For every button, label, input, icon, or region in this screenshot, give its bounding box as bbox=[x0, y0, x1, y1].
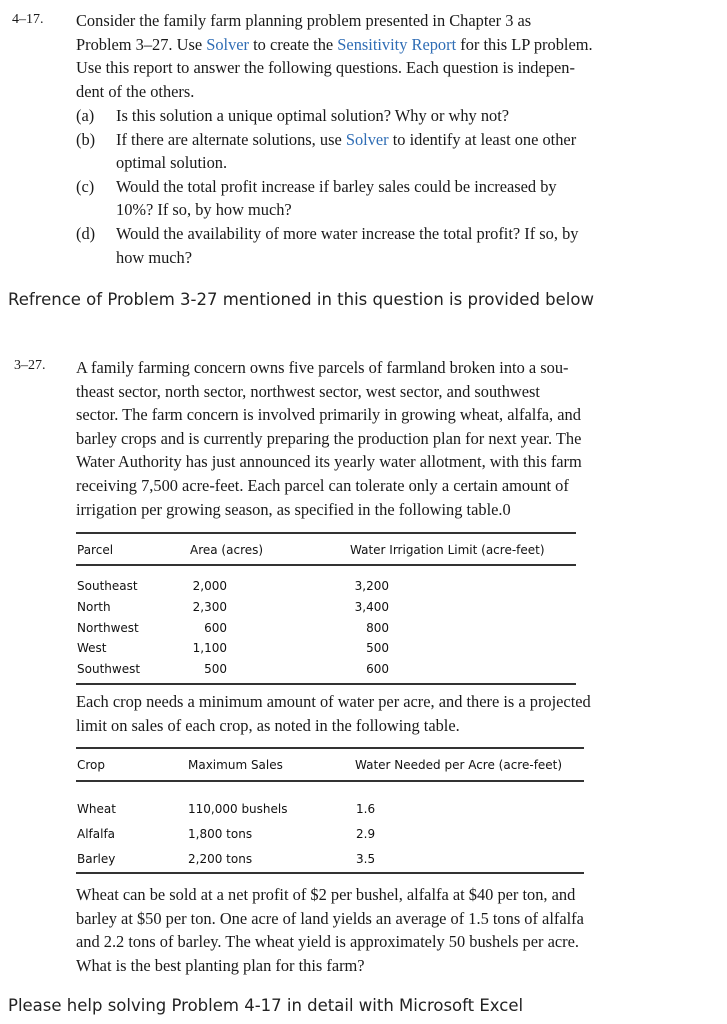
parcel-column bbox=[77, 576, 140, 680]
column-header: Crop bbox=[77, 758, 106, 772]
table-cell: Northwest bbox=[77, 620, 139, 635]
crop-column bbox=[77, 797, 116, 872]
question-c: (c) Would the total profit increase if barley sales could be increased by 10%? If so, by how much? bbox=[76, 176, 557, 220]
problem-paragraph: Wheat can be sold at a net profit of $2 per bushel, alfalfa at $40 per ton, and barley at $50 per ton. One acre of land yields an average of 1.5 tons of alfalfa and 2.2 tons of barley. The wheat yield is approximately 50 bushels per acre. What is the best planting plan for this farm? bbox=[76, 885, 584, 975]
column-header: Water Irrigation Limit (acre-feet) bbox=[350, 543, 545, 557]
table-cell: 500 bbox=[366, 641, 389, 656]
table-cell: 2,000 bbox=[192, 579, 227, 593]
problem-number: 4–17. bbox=[12, 12, 44, 27]
table-cell: 2,300 bbox=[192, 599, 227, 614]
max-sales-column bbox=[188, 797, 288, 872]
table-cell: 1.6 bbox=[356, 802, 376, 816]
question-d: (d) Would the availability of more water increase the total profit? If so, by how much? bbox=[76, 223, 579, 267]
problem-text-line: Use this report to answer the following questions. Each question is indepen- bbox=[76, 58, 575, 78]
area-column bbox=[190, 576, 227, 680]
table-cell: 110,000 bushels bbox=[188, 802, 288, 816]
reference-note: Refrence of Problem 3-27 mentioned in this question is provided below bbox=[8, 290, 594, 309]
solver-link[interactable]: Solver bbox=[345, 129, 389, 149]
sensitivity-report-link[interactable]: Sensitivity Report bbox=[337, 34, 457, 54]
table-cell: 3.5 bbox=[356, 852, 376, 866]
table-cell: 2,200 tons bbox=[188, 852, 253, 866]
table-cell: Southeast bbox=[77, 579, 138, 593]
table-cell: 600 bbox=[204, 620, 227, 635]
water-limit-column bbox=[350, 576, 389, 680]
table-cell: 1,100 bbox=[192, 641, 227, 656]
problem-text-line: Consider the family farm planning problem presented in Chapter 3 as bbox=[76, 11, 532, 30]
problem-text-line: Problem 3–27. Use Solver to create the Sensitivity Report for this LP problem. bbox=[76, 34, 593, 54]
table-cell: Barley bbox=[77, 852, 116, 866]
table-cell: Alfalfa bbox=[77, 827, 116, 841]
table-cell: Wheat bbox=[77, 802, 116, 816]
table-cell: 3,400 bbox=[354, 599, 389, 614]
table-cell: North bbox=[77, 599, 111, 614]
column-header: Water Needed per Acre (acre-feet) bbox=[355, 758, 563, 772]
question-b: (b) If there are alternate solutions, use Solver to identify at least one other optimal solution. bbox=[76, 129, 577, 173]
solver-link[interactable]: Solver bbox=[206, 34, 250, 54]
water-needed-column bbox=[356, 797, 375, 872]
table-cell: Southwest bbox=[77, 662, 141, 677]
table-cell: 1,800 tons bbox=[188, 827, 253, 841]
question-a: (a) Is this solution a unique optimal solution? Why or why not? bbox=[76, 106, 510, 125]
table-cell: 3,200 bbox=[354, 579, 389, 593]
question-list bbox=[76, 104, 716, 269]
table-cell: 2.9 bbox=[356, 827, 376, 841]
problem-paragraph: Each crop needs a minimum amount of water per acre, and there is a projected limit on sales of each crop, as noted in the following table. bbox=[76, 692, 591, 735]
table-cell: West bbox=[77, 641, 107, 656]
column-header: Maximum Sales bbox=[188, 758, 283, 772]
table-cell: 500 bbox=[204, 662, 227, 677]
problem-paragraph: A family farming concern owns five parcels of farmland broken into a sou- theast sector, north sector, northwest sector, west sector, and southwest sector. The farm concern is involved primarily in growing wheat, alfalfa, and barley crops and is currently preparing the production plan for next year. The Water Authority has just announced its yearly water allotment, with this farm receiving 7,500 acre-feet. Each parcel can tolerate only a certain amount of irrigation per growing season, as specified in the following table.0 bbox=[76, 358, 582, 519]
column-header: Parcel bbox=[77, 543, 114, 557]
closing-note: Please help solving Problem 4-17 in detail with Microsoft Excel bbox=[8, 996, 524, 1015]
problem-number: 3–27. bbox=[14, 358, 46, 373]
table-cell: 600 bbox=[366, 662, 389, 677]
problem-text-line: dent of the others. bbox=[76, 81, 195, 101]
column-header: Area (acres) bbox=[190, 543, 264, 557]
table-cell: 800 bbox=[366, 620, 389, 635]
